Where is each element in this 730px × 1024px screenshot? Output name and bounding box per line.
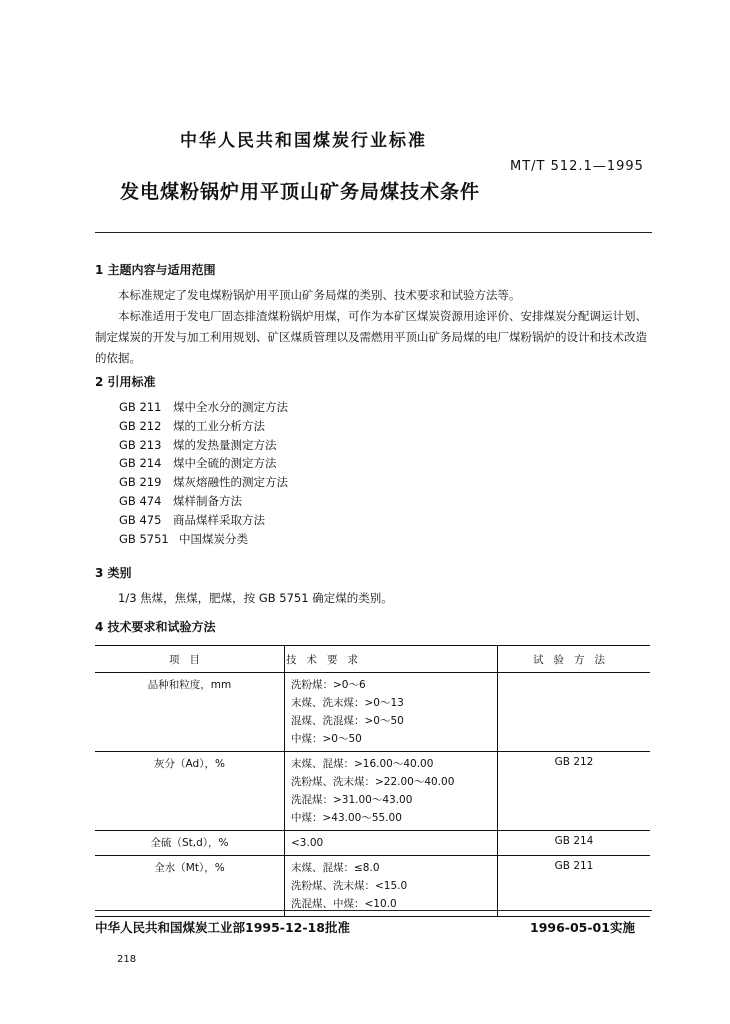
- org-title: 中华人民共和国煤炭行业标准: [180, 131, 427, 151]
- requirement-line: 洗混煤、中煤：<10.0: [291, 898, 397, 910]
- requirement-line: 洗混煤：>31.00～43.00: [291, 794, 413, 806]
- requirement-line: 洗粉煤：>0～6: [291, 679, 366, 691]
- approval-line: 中华人民共和国煤炭工业部1995-12-18批准: [95, 920, 350, 935]
- reference-name: 中国煤炭分类: [179, 531, 248, 546]
- reference-code: GB 214: [119, 456, 162, 471]
- requirement-line: 洗粉煤、洗末煤：<15.0: [291, 880, 408, 892]
- reference-name: 煤中全水分的测定方法: [173, 400, 288, 414]
- section-4-heading: 4 技术要求和试验方法: [95, 620, 216, 634]
- section-3-heading: 3 类别: [95, 566, 132, 580]
- requirement-line: <3.00: [291, 837, 324, 849]
- reference-item: [119, 417, 288, 436]
- requirement-line: 末煤、混煤：>16.00～40.00: [291, 758, 434, 770]
- reference-name: 商品煤样采取方法: [173, 512, 265, 527]
- requirement-line: 中煤：>43.00～55.00: [291, 812, 402, 824]
- header-requirement: 技术要求: [285, 646, 498, 673]
- reference-item: [119, 436, 288, 455]
- reference-code: GB 5751: [119, 531, 169, 546]
- reference-item: [119, 398, 288, 417]
- standard-number: MT/T 512.1—1995: [510, 159, 644, 174]
- reference-name: 煤中全硫的测定方法: [173, 456, 277, 471]
- section-1-paragraph-2: 本标准适用于发电厂固态排渣煤粉锅炉用煤，可作为本矿区煤炭资源用途评价、安排煤炭分配调运计划、制定煤炭的开发与加工利用规划、矿区煤质管理以及需燃用平顶山矿务局煤的电厂煤粉锅炉的设计和技术改造的依据。: [95, 309, 647, 365]
- table-row: [95, 752, 650, 831]
- table-row: [95, 856, 650, 917]
- row-item: 全水（Mt），%: [95, 856, 285, 917]
- table-row: [95, 831, 650, 856]
- requirement-line: 末煤、洗末煤：>0～13: [291, 697, 404, 709]
- spec-table: [95, 645, 650, 917]
- reference-item: [119, 511, 288, 530]
- row-requirements: [285, 831, 498, 856]
- reference-item: [119, 473, 288, 492]
- row-method: [498, 673, 651, 752]
- row-requirements: [285, 673, 498, 752]
- document-title: 发电煤粉锅炉用平顶山矿务局煤技术条件: [120, 181, 481, 203]
- section-2-heading: 2 引用标准: [95, 375, 156, 389]
- row-requirements: [285, 856, 498, 917]
- footer-divider: [95, 910, 652, 911]
- reference-name: 煤的工业分析方法: [173, 418, 265, 433]
- table-row: [95, 673, 650, 752]
- reference-code: GB 474: [119, 493, 162, 508]
- reference-item: [119, 530, 288, 549]
- section-1-heading: 1 主题内容与适用范围: [95, 263, 216, 277]
- row-requirements: [285, 752, 498, 831]
- row-method: GB 214: [498, 831, 651, 856]
- section-1-paragraph-1: 本标准规定了发电煤粉锅炉用平顶山矿务局煤的类别、技术要求和试验方法等。: [118, 288, 521, 302]
- requirement-line: 末煤、混煤：≤8.0: [291, 862, 380, 874]
- header-divider: [95, 232, 652, 233]
- row-method: GB 212: [498, 752, 651, 831]
- reference-name: 煤样制备方法: [173, 493, 242, 508]
- section-3-paragraph: 1/3 焦煤，焦煤，肥煤，按 GB 5751 确定煤的类别。: [118, 591, 393, 605]
- reference-name: 煤灰熔融性的测定方法: [173, 475, 288, 490]
- reference-code: GB 213: [119, 437, 162, 452]
- reference-name: 煤的发热量测定方法: [173, 437, 277, 452]
- requirement-line: 中煤：>0～50: [291, 733, 362, 745]
- row-item: 灰分（Ad），%: [95, 752, 285, 831]
- requirement-line: 混煤、洗混煤：>0～50: [291, 715, 404, 727]
- row-item: 品种和粒度，mm: [95, 673, 285, 752]
- header-item: 项目: [95, 646, 285, 673]
- header-method: 试验方法: [498, 646, 651, 673]
- reference-code: GB 219: [119, 475, 162, 490]
- table-header-row: [95, 646, 650, 673]
- reference-code: GB 212: [119, 418, 162, 433]
- row-method: GB 211: [498, 856, 651, 917]
- reference-code: GB 475: [119, 512, 162, 527]
- reference-item: [119, 454, 288, 473]
- section-1-body: [95, 285, 650, 369]
- requirement-line: 洗粉煤、洗末煤：>22.00～40.00: [291, 776, 455, 788]
- reference-item: [119, 492, 288, 511]
- reference-list: [119, 398, 288, 548]
- reference-code: GB 211: [119, 400, 162, 414]
- page-number: 218: [117, 954, 137, 965]
- row-item: 全硫（St,d），%: [95, 831, 285, 856]
- implementation-date: 1996-05-01实施: [530, 920, 635, 935]
